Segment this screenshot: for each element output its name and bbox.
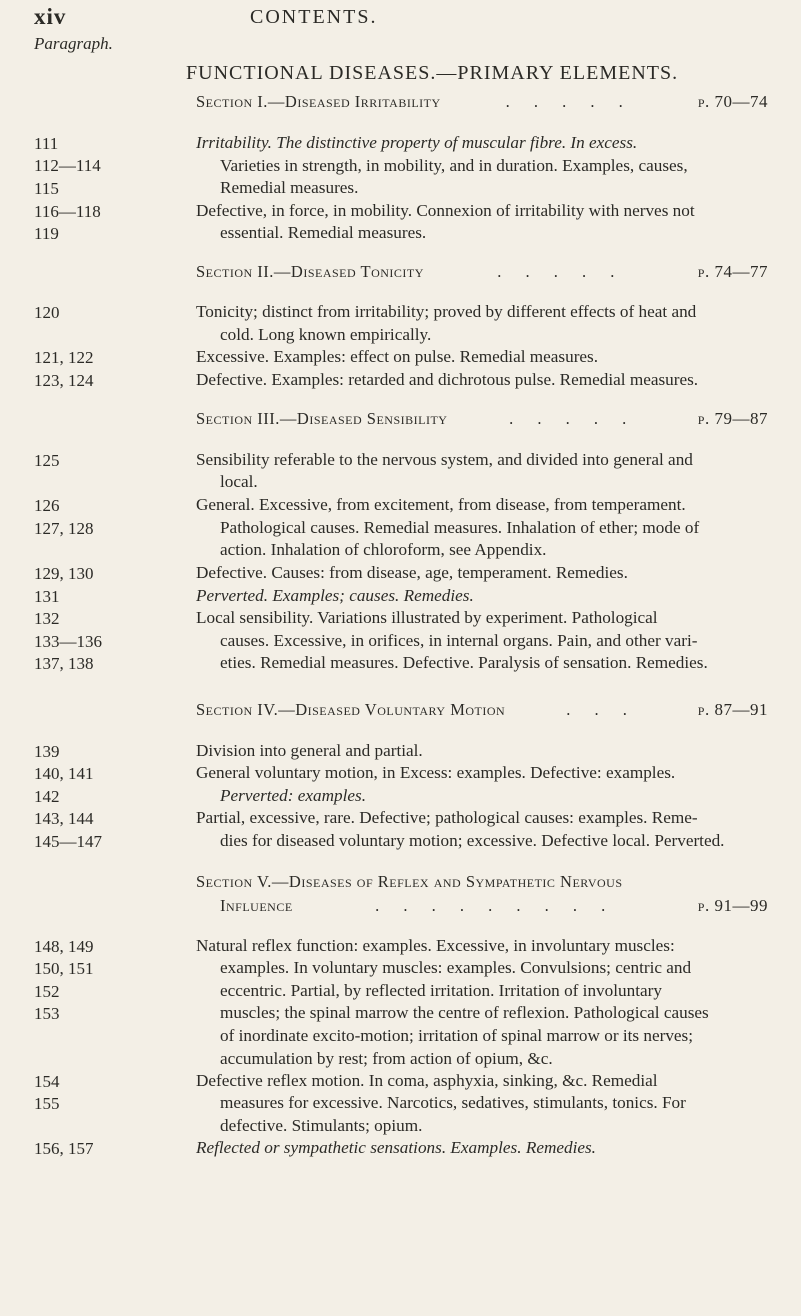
entry-continuation: muscles; the spinal marrow the centre of reflexion. Pathological causes — [220, 1003, 709, 1022]
main-heading: FUNCTIONAL DISEASES.—PRIMARY ELEMENTS. — [186, 62, 679, 84]
section-heading — [196, 92, 768, 112]
para-number: 120 — [34, 303, 60, 322]
para-number: 116—118 — [34, 202, 101, 221]
entry-continuation: Remedial measures. — [220, 178, 359, 197]
para-number: 125 — [34, 451, 60, 470]
entry-text — [196, 1092, 768, 1115]
section-heading — [196, 872, 768, 892]
entry-text: Division into general and partial. — [196, 741, 423, 760]
para-number: 137, 138 — [34, 654, 94, 673]
entry-continuation: local. — [220, 472, 258, 491]
entry-text: Irritability. The distinctive property of muscular fibre. In excess. — [196, 133, 638, 152]
entry-text: Partial, excessive, rare. Defective; pathological causes: examples. Reme- — [196, 808, 698, 827]
para-number: 129, 130 — [34, 564, 94, 583]
entry-continuation: eccentric. Partial, by reflected irritation. Irritation of involuntary — [220, 981, 662, 1000]
section-title: Section II.—Diseased Tonicity — [196, 262, 424, 281]
para-number: 112—114 — [34, 156, 101, 175]
para-number: 123, 124 — [34, 371, 94, 390]
entry-continuation: measures for excessive. Narcotics, sedatives, stimulants, tonics. For — [220, 1093, 686, 1112]
entry-text — [196, 652, 768, 675]
entry-continuation: dies for diseased voluntary motion; excessive. Defective local. Perverted. — [220, 831, 725, 850]
entry-continuation: eties. Remedial measures. Defective. Paralysis of sensation. Remedies. — [220, 653, 708, 672]
section-title-continued: Influence — [220, 896, 293, 915]
para-number: 132 — [34, 609, 60, 628]
entry-text — [196, 1025, 768, 1070]
entry-text: General. Excessive, from excitement, from disease, from temperament. — [196, 495, 686, 514]
entry-text: Defective. Examples: retarded and dichrotous pulse. Remedial measures. — [196, 370, 699, 389]
entry-text — [196, 539, 768, 562]
entry-text: Local sensibility. Variations illustrated by experiment. Pathological — [196, 608, 658, 627]
section-pages: p. 74—77 — [697, 262, 768, 281]
entry-text — [196, 517, 768, 540]
entry-text: Perverted. Examples; causes. Remedies. — [196, 586, 474, 605]
section-heading — [196, 700, 768, 720]
entry-text — [196, 1002, 768, 1025]
section-title: Section V.—Diseases of Reflex and Sympathetic Nervous — [196, 872, 623, 891]
para-number: 139 — [34, 742, 60, 761]
entry-text — [196, 471, 768, 494]
para-number: 143, 144 — [34, 809, 94, 828]
section-pages: p. 70—74 — [697, 92, 768, 111]
para-number: 156, 157 — [34, 1139, 94, 1158]
para-number: 152 — [34, 982, 60, 1001]
entry-text: Sensibility referable to the nervous system, and divided into general and — [196, 450, 693, 469]
para-number: 121, 122 — [34, 348, 94, 367]
para-number: 142 — [34, 787, 60, 806]
entry-text: Defective. Causes: from disease, age, temperament. Remedies. — [196, 563, 628, 582]
entry-text — [196, 222, 768, 245]
entry-text — [196, 177, 768, 200]
section-pages: p. 91—99 — [697, 896, 768, 915]
entry-text — [196, 324, 768, 347]
entry-text — [196, 785, 768, 808]
entry-continuation: cold. Long known empirically. — [220, 325, 432, 344]
para-number: 126 — [34, 496, 60, 515]
paragraph-column-label: Paragraph. — [34, 34, 113, 53]
section-pages: p. 87—91 — [697, 700, 768, 719]
entry-text: Reflected or sympathetic sensations. Examples. Remedies. — [196, 1138, 596, 1157]
section-title: Section III.—Diseased Sensibility — [196, 409, 448, 428]
para-number: 127, 128 — [34, 519, 94, 538]
entry-text — [196, 155, 768, 178]
entry-text — [196, 830, 768, 853]
entry-text: General voluntary motion, in Excess: examples. Defective: examples. — [196, 763, 676, 782]
para-number: 140, 141 — [34, 764, 94, 783]
para-number: 150, 151 — [34, 959, 94, 978]
entry-text: Defective, in force, in mobility. Connexion of irritability with nerves not — [196, 201, 695, 220]
section-dots: . . . . . — [509, 409, 637, 428]
section-title: Section IV.—Diseased Voluntary Motion — [196, 700, 506, 719]
entry-text — [196, 630, 768, 653]
section-dots: . . . . . . . . . — [375, 896, 616, 915]
section-heading-continued — [220, 896, 768, 916]
para-number: 111 — [34, 134, 59, 153]
para-number: 119 — [34, 224, 59, 243]
entry-continuation: of inordinate excito-motion; irritation of spinal marrow or its nerves; accumulation by rest; from action of opium, &c. — [220, 1026, 694, 1068]
para-number: 133—136 — [34, 632, 102, 651]
entry-text: Defective reflex motion. In coma, asphyxia, sinking, &c. Remedial — [196, 1071, 658, 1090]
para-number: 131 — [34, 587, 60, 606]
para-number: 115 — [34, 179, 59, 198]
entry-text — [196, 980, 768, 1003]
section-dots: . . . — [566, 700, 637, 719]
para-number: 145—147 — [34, 832, 102, 851]
entry-text: Excessive. Examples: effect on pulse. Remedial measures. — [196, 347, 599, 366]
entry-continuation: defective. Stimulants; opium. — [220, 1116, 423, 1135]
para-number: 153 — [34, 1004, 60, 1023]
section-pages: p. 79—87 — [697, 409, 768, 428]
entry-text: Tonicity; distinct from irritability; proved by different effects of heat and — [196, 302, 697, 321]
entry-text: Natural reflex function: examples. Excessive, in involuntary muscles: — [196, 936, 675, 955]
entry-continuation: Varieties in strength, in mobility, and in duration. Examples, causes, — [220, 156, 688, 175]
entry-continuation: essential. Remedial measures. — [220, 223, 427, 242]
section-title: Section I.—Diseased Irritability — [196, 92, 441, 111]
entry-continuation: examples. In voluntary muscles: examples. Convulsions; centric and — [220, 958, 692, 977]
running-title: CONTENTS. — [250, 6, 378, 28]
page-number: xiv — [34, 4, 67, 29]
para-number: 154 — [34, 1072, 60, 1091]
section-dots: . . . . . — [497, 262, 625, 281]
para-number: 155 — [34, 1094, 60, 1113]
entry-continuation: action. Inhalation of chloroform, see Appendix. — [220, 540, 547, 559]
entry-text — [196, 1115, 768, 1138]
entry-continuation: Pathological causes. Remedial measures. Inhalation of ether; mode of — [220, 518, 700, 537]
section-dots: . . . . . — [505, 92, 633, 111]
entry-text — [196, 957, 768, 980]
section-heading — [196, 409, 768, 429]
section-heading — [196, 262, 768, 282]
entry-continuation: Perverted: examples. — [220, 786, 367, 805]
entry-continuation: causes. Excessive, in orifices, in internal organs. Pain, and other vari- — [220, 631, 698, 650]
para-number: 148, 149 — [34, 937, 94, 956]
